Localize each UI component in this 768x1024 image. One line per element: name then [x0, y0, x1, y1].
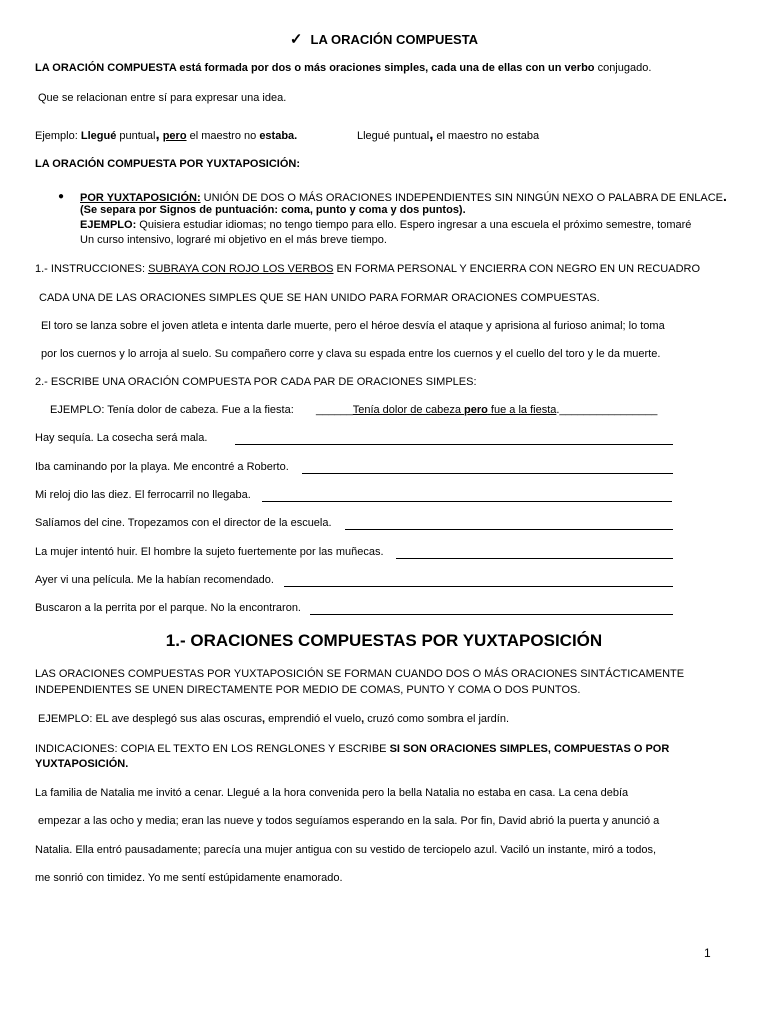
- ejemplo-3: [38, 713, 509, 725]
- example-alt: [357, 126, 539, 143]
- definition-line-2: Que se relacionan entre sí para expresar una idea.: [38, 92, 287, 104]
- example-nexo: pero: [162, 130, 187, 142]
- natalia-line-3: Natalia. Ella entró pausadamente; parecía una mujer antigua con su vestido de terciopelo azul. Vaciló un instante, miró a todos,: [35, 844, 657, 856]
- bullet-example-2: Un curso intensivo, lograré mi objetivo en el más breve tiempo.: [80, 234, 387, 246]
- ejemplo-2-label: EJEMPLO: Tenía dolor de cabeza. Fue a la fiesta:: [50, 404, 294, 416]
- instr1-underlined: SUBRAYA CON ROJO LOS VERBOS: [148, 263, 334, 275]
- exercise-6-answer-line[interactable]: [284, 574, 673, 587]
- exercise-3-answer-line[interactable]: [262, 489, 672, 502]
- bullet-paren: (Se separa por Signos de puntuación: coma, punto y coma y dos puntos).: [80, 204, 466, 216]
- ejemplo-3-c: cruzó como sombra el jardín.: [364, 713, 510, 725]
- exercise-5-answer-line[interactable]: [396, 546, 673, 559]
- instr1-post: EN FORMA PERSONAL Y ENCIERRA CON NEGRO EN UN RECUADRO: [333, 263, 701, 275]
- natalia-line-4: me sonrió con timidez. Yo me sentí estúpidamente enamorado.: [35, 872, 343, 884]
- page-number: 1: [704, 946, 711, 960]
- section-2-title: 1.- ORACIONES COMPUESTAS POR YUXTAPOSICIÓN: [165, 631, 603, 650]
- natalia-line-1: La familia de Natalia me invitó a cenar. Llegué a la hora convenida pero la bella Natalia no estaba en casa. La cena debía: [35, 787, 629, 799]
- example-verb-1: Llegué: [80, 130, 117, 142]
- bullet-line-1: [80, 188, 727, 204]
- intro-2-line-2: INDEPENDIENTES SE UNEN DIRECTAMENTE POR MEDIO DE COMAS, PUNTO Y COMA O DOS PUNTOS.: [35, 684, 581, 696]
- def-tail: conjugado.: [594, 62, 652, 74]
- natalia-line-2: empezar a las ocho y media; eran las nueve y todos seguíamos esperando en la sala. Por fin, David abrió la puerta y anunció a: [38, 815, 660, 827]
- bullet-dot: .: [723, 188, 727, 204]
- example-alt-comma: ,: [429, 126, 434, 143]
- exercise-7: Buscaron a la perrita por el parque. No la encontraron.: [35, 602, 301, 614]
- exercise-1: Hay sequía. La cosecha será mala.: [35, 432, 208, 444]
- ejemplo-2-pre: ______: [316, 404, 353, 416]
- ejemplo-2-c: fue a la fiesta: [487, 404, 557, 416]
- toro-line-1: El toro se lanza sobre el joven atleta e intenta darle muerte, pero el héroe desvía el ataque y aprisiona al furioso animal; lo toma: [41, 320, 665, 332]
- exercise-4: Salíamos del cine. Tropezamos con el director de la escuela.: [35, 517, 332, 529]
- instruction-2: 2.- ESCRIBE UNA ORACIÓN COMPUESTA POR CADA PAR DE ORACIONES SIMPLES:: [35, 376, 477, 388]
- indicaciones: [35, 743, 669, 755]
- exercise-3: Mi reloj dio las diez. El ferrocarril no llegaba.: [35, 489, 251, 501]
- check-icon: ✓: [289, 31, 303, 48]
- exercise-6: Ayer vi una película. Me la habían recomendado.: [35, 574, 274, 586]
- def-rest: está formada por dos o más oraciones simples, cada una de ellas con un verbo: [176, 62, 595, 74]
- exercise-7-answer-line[interactable]: [310, 602, 673, 615]
- exercise-4-answer-line[interactable]: [345, 517, 673, 530]
- toro-line-2: por los cuernos y lo arroja al suelo. Su compañero corre y clava su espada entre los cuernos y el cuello del toro y le da muerte.: [41, 348, 661, 360]
- bullet-ej-label: EJEMPLO:: [80, 219, 137, 231]
- indic-pre: INDICACIONES: COPIA EL TEXTO EN LOS RENGLONES Y ESCRIBE: [35, 743, 390, 755]
- def-bold: LA ORACIÓN COMPUESTA: [35, 62, 177, 74]
- yuxta-heading: LA ORACIÓN COMPUESTA POR YUXTAPOSICIÓN:: [35, 158, 301, 170]
- ejemplo-3-comma-2: ,: [361, 713, 365, 725]
- definition-line: [35, 62, 651, 74]
- example-alt-2: el maestro no estaba: [433, 130, 540, 142]
- bullet-icon: ●: [58, 191, 65, 202]
- intro-2-line-1: LAS ORACIONES COMPUESTAS POR YUXTAPOSICIÓN SE FORMAN CUANDO DOS O MÁS ORACIONES SINTÁCTICAMENTE: [35, 668, 685, 680]
- exercise-2-answer-line[interactable]: [302, 461, 673, 474]
- instruction-1-line-2: CADA UNA DE LAS ORACIONES SIMPLES QUE SE HAN UNIDO PARA FORMAR ORACIONES COMPUESTAS.: [39, 292, 600, 304]
- example-text-2: el maestro no: [186, 130, 260, 142]
- exercise-1-answer-line[interactable]: [235, 432, 673, 445]
- bullet-text: UNIÓN DE DOS O MÁS ORACIONES INDEPENDIENTES SIN NINGÚN NEXO O PALABRA DE ENLACE: [200, 192, 724, 204]
- bullet-example: [80, 219, 691, 231]
- ejemplo-2-post: .________________: [556, 404, 658, 416]
- example-verb-2: estaba.: [259, 130, 298, 142]
- instruction-1: [35, 263, 700, 275]
- bullet-head: POR YUXTAPOSICIÓN:: [80, 192, 201, 204]
- example-line: [35, 126, 297, 143]
- indic-bold-2: YUXTAPOSICIÓN.: [35, 758, 129, 770]
- ejemplo-3-comma-1: ,: [262, 713, 266, 725]
- title-text: LA ORACIÓN COMPUESTA: [310, 32, 479, 47]
- example-alt-1: Llegué puntual: [357, 130, 430, 142]
- page-title: [0, 30, 768, 48]
- exercise-5: La mujer intentó huir. El hombre la sujeto fuertemente por las muñecas.: [35, 546, 384, 558]
- exercise-2: Iba caminando por la playa. Me encontré a Roberto.: [35, 461, 289, 473]
- ejemplo-3-a: EJEMPLO: EL ave desplegó sus alas oscuras: [38, 713, 262, 725]
- indic-bold: SI SON ORACIONES SIMPLES, COMPUESTAS O POR: [389, 743, 670, 755]
- example-label: Ejemplo:: [35, 130, 81, 142]
- instr1-pre: 1.- INSTRUCCIONES:: [35, 263, 149, 275]
- ejemplo-2-answer: [316, 404, 657, 416]
- ejemplo-2-a: Tenía dolor de cabeza: [352, 404, 465, 416]
- example-comma: ,: [155, 126, 160, 143]
- example-text-1: puntual: [116, 130, 156, 142]
- bullet-ej-text: Quisiera estudiar idiomas; no tengo tiempo para ello. Espero ingresar a una escuela el próximo semestre, tomaré: [136, 219, 692, 231]
- ejemplo-2-nexo: pero: [464, 404, 488, 416]
- ejemplo-3-b: emprendió el vuelo: [265, 713, 362, 725]
